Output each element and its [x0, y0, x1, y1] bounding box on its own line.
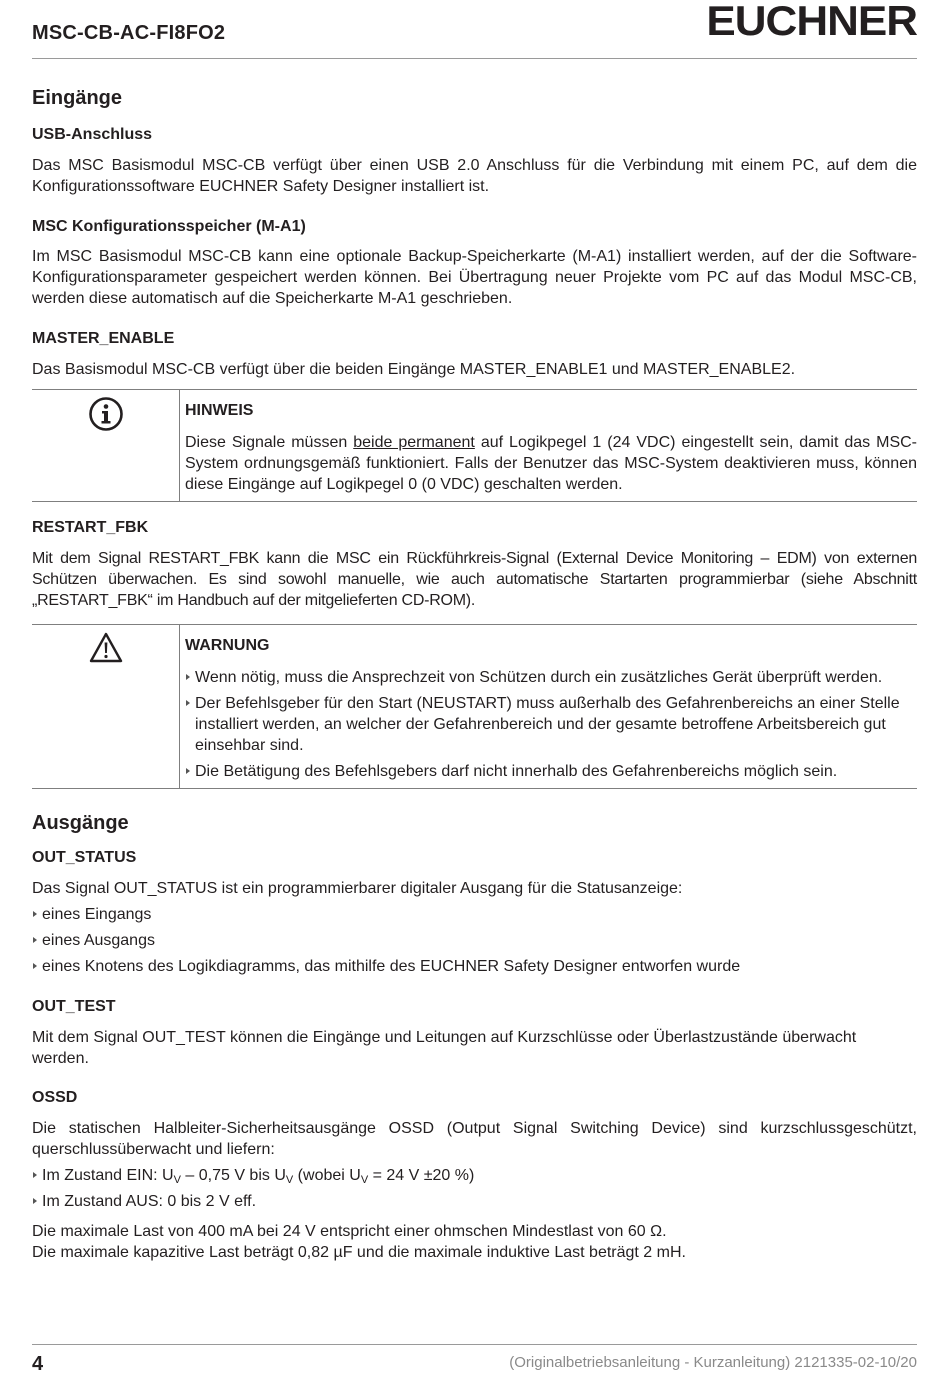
- footer-doc-reference: (Originalbetriebsanleitung - Kurzanleitung) 2121335-02-10/20: [509, 1354, 917, 1371]
- paragraph-ossd-load-reactive: Die maximale kapazitive Last beträgt 0,82 µF und die maximale induktive Last beträgt 2 mH.: [32, 1244, 686, 1261]
- page-footer: [32, 1344, 917, 1375]
- paragraph-usb: Das MSC Basismodul MSC-CB verfügt über einen USB 2.0 Anschluss für die Verbindung mit einem PC, auf dem die Konfigurationssoftware EUCHNER Safety Designer installiert ist.: [32, 157, 917, 195]
- out-status-list: [32, 904, 917, 977]
- heading-ossd: OSSD: [32, 1089, 78, 1106]
- warnung-box: [32, 624, 917, 789]
- heading-out-status: OUT_STATUS: [32, 849, 137, 866]
- list-item: Im Zustand EIN: $U_V - 0,75$ V bis $U_V$ (wobei $U_V = 24$ V ±20 %): [32, 1165, 917, 1186]
- list-item: Der Befehlsgeber für den Start (NEUSTART) muss außerhalb des Gefahrenbereichs an einer Stelle installiert werden, an welcher der Gefahrenbereich und der gesamte betroffene Arbeitsbereich gut einsehbar sind.: [185, 693, 917, 756]
- document-code: MSC-CB-AC-FI8FO2: [32, 22, 226, 44]
- euchner-logo: EUCHNER: [706, 0, 917, 45]
- hinweis-text: Diese Signale müssen beide permanent auf Logikpegel 1 (24 VDC) eingestellt sein, damit das MSC-System ordnungsgemäß funktioniert. Falls der Benutzer das MSC-System deaktivieren muss, können diese Eingänge auf Logikpegel 0 (0 VDC) geschalten werden.: [185, 434, 918, 493]
- warnung-title: WARNUNG: [185, 637, 270, 654]
- page-header: [32, 0, 917, 59]
- list-item: eines Eingangs: [32, 904, 917, 925]
- paragraph-restart-fbk: Mit dem Signal RESTART_FBK kann die MSC ein Rückführkreis-Signal (External Device Monitoring – EDM) von externen Schützen überwachen. Es sind sowohl manuelle, wie auch automatische Startarten programmierbar (siehe Abschnitt „RESTART_FBK“ im Handbuch auf der mitgelieferten CD-ROM).: [32, 550, 917, 609]
- paragraph-master-enable: Das Basismodul MSC-CB verfügt über die beiden Eingänge MASTER_ENABLE1 und MASTER_ENABLE2.: [32, 361, 796, 378]
- page-number: 4: [32, 1353, 44, 1375]
- heading-restart-fbk: RESTART_FBK: [32, 519, 149, 536]
- hinweis-icon-cell: [32, 390, 180, 501]
- hinweis-body: [180, 390, 917, 501]
- warnung-list: [185, 667, 917, 782]
- ossd-list: [32, 1165, 917, 1212]
- list-item: Im Zustand AUS: 0 bis 2 V eff.: [32, 1191, 917, 1212]
- section-title-inputs: Eingänge: [32, 87, 123, 109]
- hinweis-title: HINWEIS: [185, 402, 254, 419]
- paragraph-memory: Im MSC Basismodul MSC-CB kann eine optionale Backup-Speicherkarte (M-A1) installiert werden, auf der die Software-Konfigurationsparameter gespeichert werden können. Bei Übertragung neuer Projekte vom PC auf das Modul MSC-CB, werden diese automatisch auf die Speicherkarte M-A1 geschrieben.: [32, 248, 917, 307]
- paragraph-out-test: Mit dem Signal OUT_TEST können die Eingänge und Leitungen auf Kurzschlüsse oder Überlastzustände überwacht werden.: [32, 1029, 857, 1067]
- list-item: Wenn nötig, muss die Ansprechzeit von Schützen durch ein zusätzliches Gerät überprüft werden.: [185, 667, 917, 688]
- paragraph-out-status: Das Signal OUT_STATUS ist ein programmierbarer digitaler Ausgang für die Statusanzeige:: [32, 880, 683, 897]
- warnung-icon-cell: [32, 625, 180, 788]
- page: [32, 0, 917, 1378]
- warning-icon: [88, 631, 124, 665]
- paragraph-ossd: Die statischen Halbleiter-Sicherheitsausgänge OSSD (Output Signal Switching Device) sind kurzschlussgeschützt, querschlussüberwacht und liefern:: [32, 1120, 917, 1158]
- heading-usb: USB-Anschluss: [32, 126, 153, 143]
- hinweis-box: [32, 389, 917, 502]
- heading-out-test: OUT_TEST: [32, 998, 116, 1015]
- warnung-body: [180, 625, 917, 788]
- paragraph-ossd-load-resistive: Die maximale Last von 400 mA bei 24 V entspricht einer ohmschen Mindestlast von 60 Ω.: [32, 1223, 667, 1240]
- info-icon: [88, 396, 124, 432]
- heading-master-enable: MASTER_ENABLE: [32, 330, 175, 347]
- list-item: eines Knotens des Logikdiagramms, das mithilfe des EUCHNER Safety Designer entworfen wurde: [32, 956, 917, 977]
- list-item: Die Betätigung des Befehlsgebers darf nicht innerhalb des Gefahrenbereichs möglich sein.: [185, 761, 917, 782]
- page-content: [32, 84, 917, 1263]
- list-item: eines Ausgangs: [32, 930, 917, 951]
- heading-memory: MSC Konfigurationsspeicher (M-A1): [32, 218, 306, 235]
- section-title-outputs: Ausgänge: [32, 812, 129, 834]
